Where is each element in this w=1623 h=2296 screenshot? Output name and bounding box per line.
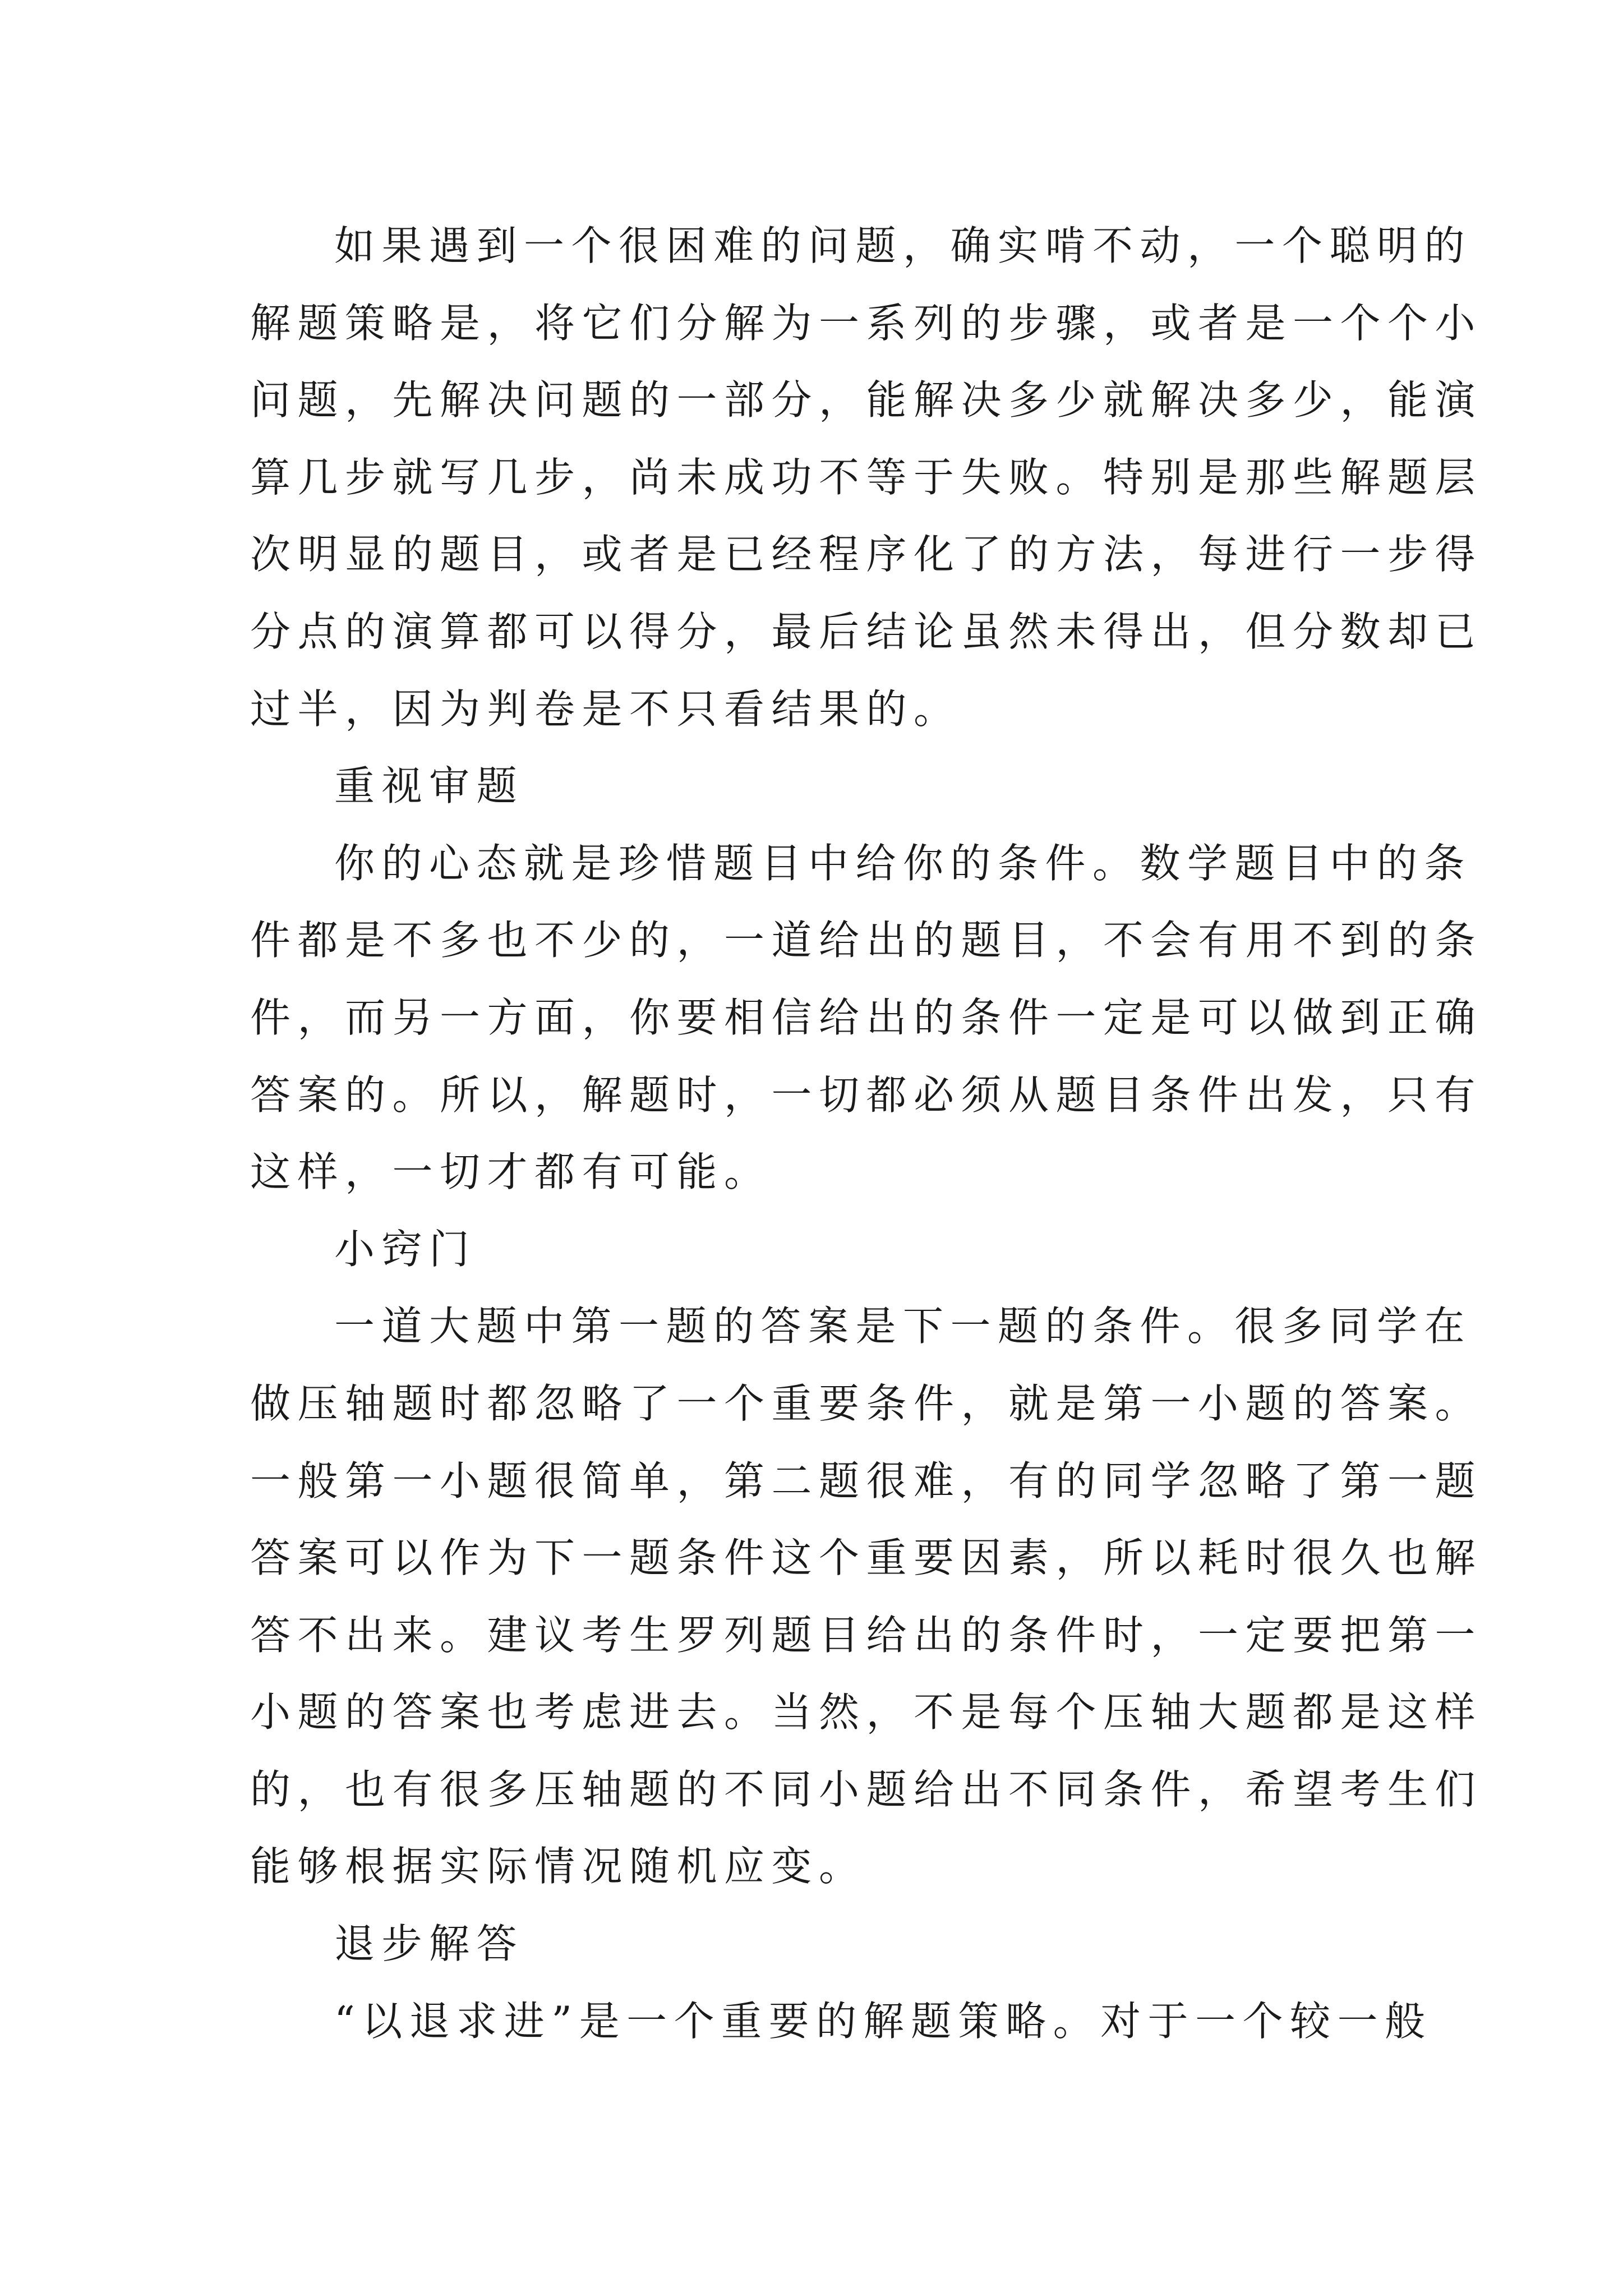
text-line: 这样，一切才都有可能。 <box>250 1148 772 1196</box>
text-line: 能够根据实际情况随机应变。 <box>250 1843 866 1890</box>
text-line: 答案可以作为下一题条件这个重要因素，所以耗时很久也解 <box>250 1534 1483 1582</box>
text-line: “以退求进”是一个重要的解题策略。对于一个较一般 <box>334 1997 1432 2045</box>
text-line: 你的心态就是珍惜题目中给你的条件。数学题目中的条 <box>334 839 1472 887</box>
section-heading: 退步解答 <box>334 1920 524 1968</box>
text-line: 一道大题中第一题的答案是下一题的条件。很多同学在 <box>334 1303 1472 1350</box>
text-line: 如果遇到一个很困难的问题，确实啃不动，一个聪明的 <box>334 222 1472 269</box>
text-line: 小题的答案也考虑进去。当然，不是每个压轴大题都是这样 <box>250 1688 1483 1736</box>
text-line: 做压轴题时都忽略了一个重要条件，就是第一小题的答案。 <box>250 1379 1483 1427</box>
text-line: 答不出来。建议考生罗列题目给出的条件时，一定要把第一 <box>250 1611 1483 1659</box>
text-line: 解题策略是，将它们分解为一系列的步骤，或者是一个个小 <box>250 299 1483 347</box>
text-line: 分点的演算都可以得分，最后结论虽然未得出，但分数却已 <box>250 608 1483 655</box>
text-line: 一般第一小题很简单，第二题很难，有的同学忽略了第一题 <box>250 1457 1483 1504</box>
text-line: 次明显的题目，或者是已经程序化了的方法，每进行一步得 <box>250 531 1483 578</box>
text-line: 件都是不多也不少的，一道给出的题目，不会有用不到的条 <box>250 917 1483 964</box>
section-heading: 小窍门 <box>334 1225 477 1273</box>
text-line: 问题，先解决问题的一部分，能解决多少就解决多少，能演 <box>250 376 1483 424</box>
text-line: 答案的。所以，解题时，一切都必须从题目条件出发，只有 <box>250 1071 1483 1119</box>
text-line: 算几步就写几步，尚未成功不等于失败。特别是那些解题层 <box>250 453 1483 501</box>
text-line: 件，而另一方面，你要相信给出的条件一定是可以做到正确 <box>250 993 1483 1041</box>
section-heading: 重视审题 <box>334 762 524 810</box>
document-body <box>250 208 1483 2060</box>
text-line: 的，也有很多压轴题的不同小题给出不同条件，希望考生们 <box>250 1765 1483 1813</box>
text-line: 过半，因为判卷是不只看结果的。 <box>250 685 961 733</box>
